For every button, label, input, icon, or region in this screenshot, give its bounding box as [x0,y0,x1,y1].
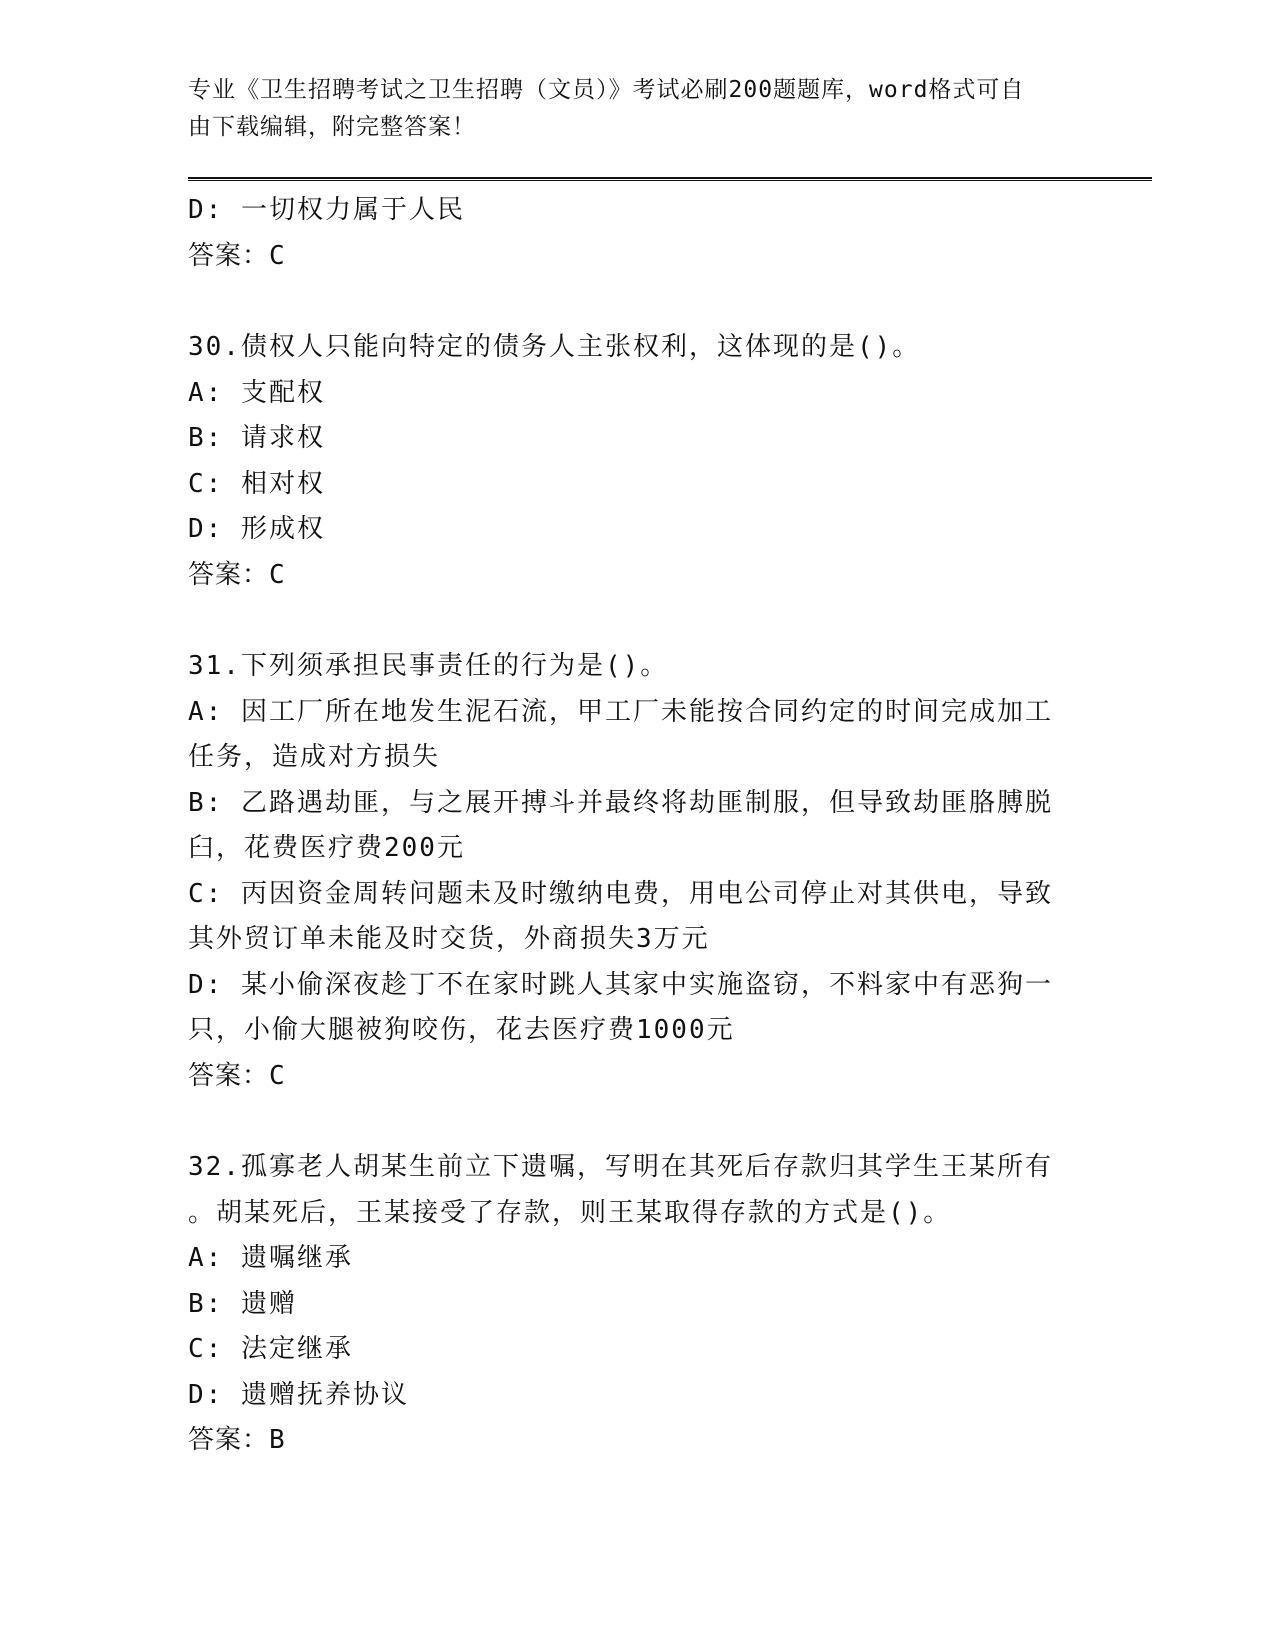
question-list [188,188,1088,1464]
question-block-30 [188,325,1088,598]
question-stem: 32.孤寡老人胡某生前立下遗嘱，写明在其死后存款归其学生王某所有 [188,1152,1053,1182]
option-b: B: 请求权 [188,423,325,453]
answer-line: 答案：B [188,1425,286,1455]
option-d: D: 形成权 [188,514,325,544]
header-line: 由下载编辑，附完整答案！ [188,114,476,140]
option-d: D: 某小偷深夜趁丁不在家时跳人其家中实施盗窃，不料家中有恶狗一 [188,969,1053,1000]
option-c: C: 法定继承 [188,1334,353,1364]
option-b: B: 遗赠 [188,1288,297,1319]
header-divider [188,177,1152,181]
document-header [188,72,1068,146]
answer-line: 答案：C [188,240,286,271]
option-b-continued: 臼，花费医疗费200元 [188,833,465,863]
option-a: A: 支配权 [188,377,325,408]
spacer [188,279,1088,325]
option-c-continued: 其外贸订单未能及时交货，外商损失3万元 [188,924,710,954]
option-c: C: 丙因资金周转问题未及时缴纳电费，用电公司停止对其供电，导致 [188,878,1053,909]
question-block-32 [188,1145,1088,1464]
option-a: A: 遗嘱继承 [188,1243,353,1273]
question-stem: 31.下列须承担民事责任的行为是()。 [188,651,669,681]
question-block-prev [188,188,1088,279]
spacer [188,598,1088,644]
option-d-continued: 只，小偷大腿被狗咬伤，花去医疗费1000元 [188,1015,735,1045]
question-block-31 [188,644,1088,1099]
question-stem-continued: 。胡某死后，王某接受了存款，则王某取得存款的方式是()。 [188,1197,952,1228]
question-stem: 30.债权人只能向特定的债务人主张权利，这体现的是()。 [188,332,921,362]
option-a-continued: 任务，造成对方损失 [188,742,441,772]
option-c: C: 相对权 [188,468,325,499]
answer-line: 答案：C [188,559,286,590]
spacer [188,1099,1088,1145]
option-d: D: 一切权力属于人民 [188,195,465,225]
header-line: 专业《卫生招聘考试之卫生招聘（文员）》考试必刷200题题库，word格式可自 [188,77,1025,103]
option-d: D: 遗赠抚养协议 [188,1379,409,1410]
answer-line: 答案：C [188,1060,286,1091]
option-b: B: 乙路遇劫匪，与之展开搏斗并最终将劫匪制服，但导致劫匪胳膊脱 [188,787,1053,818]
option-a: A: 因工厂所在地发生泥石流，甲工厂未能按合同约定的时间完成加工 [188,696,1053,727]
